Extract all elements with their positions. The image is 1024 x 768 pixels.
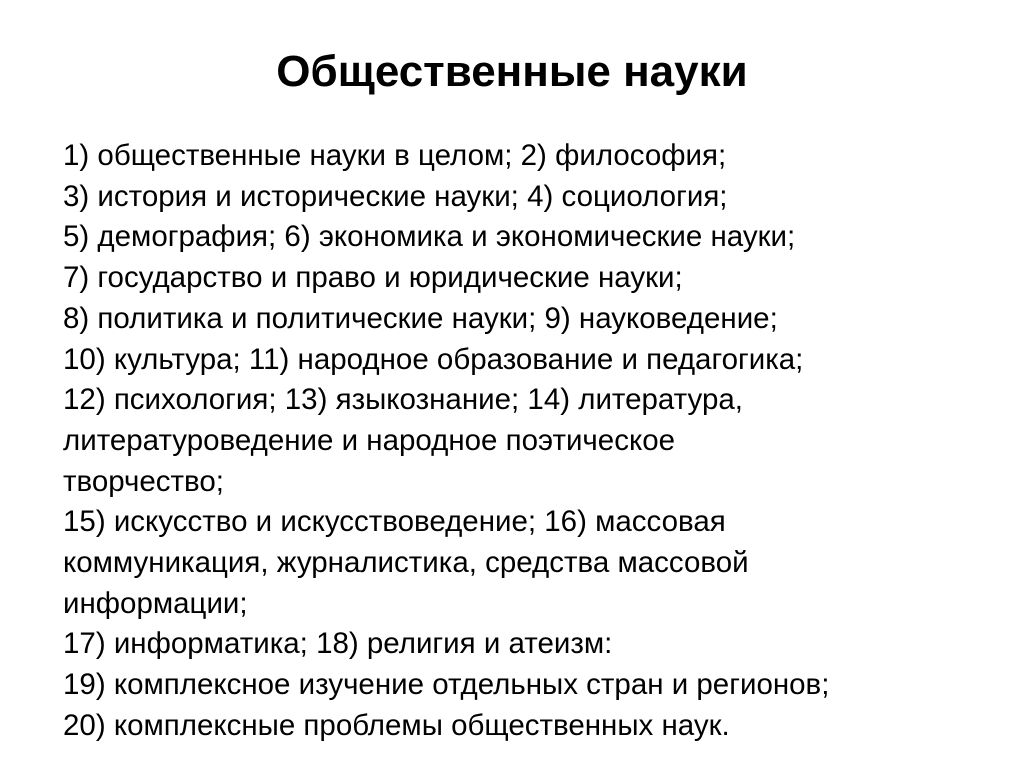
body-line: 15) искусство и искусствоведение; 16) массовая — [63, 505, 726, 539]
body-line: 1) общественные науки в целом; 2) философия; — [63, 139, 727, 172]
body-line: 12) психология; 13) языкознание; 14) литература, — [63, 383, 743, 417]
body-line: 17) информатика; 18) религия и атеизм: — [63, 627, 613, 661]
body-line: литературоведение и народное поэтическое — [63, 423, 676, 457]
body-line: 7) государство и право и юридические науки; — [63, 261, 683, 295]
body-line: 10) культура; 11) народное образование и педагогика; — [63, 342, 804, 376]
body-line: 3) история и исторические науки; 4) социология; — [63, 179, 728, 213]
body-line: творчество; — [63, 464, 224, 498]
body-line: 8) политика и политические науки; 9) науковедение; — [63, 301, 778, 335]
body-line: информации; — [63, 586, 248, 620]
body-line: 5) демография; 6) экономика и экономические науки; — [63, 220, 796, 254]
body-line: 20) комплексные проблемы общественных наук. — [63, 708, 730, 742]
slide-title: Общественные науки — [276, 47, 748, 96]
body-line: 19) комплексное изучение отдельных стран и регионов; — [63, 668, 830, 702]
slide-body — [63, 136, 1003, 747]
body-line: коммуникация, журналистика, средства массовой — [63, 546, 749, 580]
